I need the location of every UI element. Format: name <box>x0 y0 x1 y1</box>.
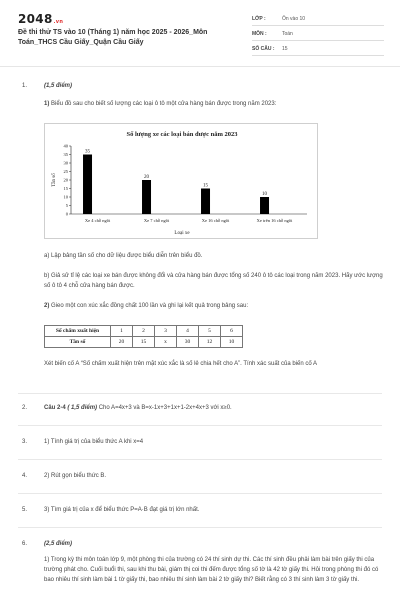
chart-y-tick-label: 30 <box>63 160 68 166</box>
q6-number: 6. <box>22 541 28 547</box>
chart-y-tick-label: 5 <box>65 203 68 209</box>
table-cell: 4 <box>177 326 199 337</box>
meta-socau-label: SỐ CÂU : <box>252 46 275 52</box>
chart-data-label: 15 <box>203 183 209 189</box>
chart-y-tick-label: 15 <box>63 186 68 192</box>
table-cell: 20 <box>111 337 133 348</box>
meta-lop-label: LỚP : <box>252 16 266 22</box>
chart-category-label: Xe 7 chỗ ngồi <box>143 218 170 223</box>
q1-part2-prefix: 2) <box>44 303 50 309</box>
brand-logo[interactable] <box>18 12 63 26</box>
chart-data-label: 20 <box>144 175 150 180</box>
page-header <box>0 0 400 62</box>
q1-part1-text: Biểu đồ sau cho biết số lượng các loại ô tô một cửa hàng bán được trong năm 2023: <box>51 101 277 107</box>
divider <box>18 425 382 426</box>
meta-row-lop <box>252 14 384 26</box>
q1-points: (1,5 điểm) <box>44 83 73 89</box>
dice-frequency-table <box>44 325 243 348</box>
table-header-faces: Số chấm xuất hiện <box>45 326 111 337</box>
document-title: Đề thi thử TS vào 10 (Tháng 1) năm học 2025 - 2026_Môn Toán_THCS Cầu Giấy_Quận Cầu Giấy <box>18 29 208 46</box>
table-cell: 5 <box>199 326 221 337</box>
chart-category-label: Xe 4 chỗ ngồi <box>84 218 111 223</box>
brand-name: 2048 <box>18 12 53 26</box>
chart-y-tick-label: 20 <box>63 177 68 183</box>
chart-category-label: Xe 16 chỗ ngồi <box>201 218 230 223</box>
meta-lop-value: Ôn vào 10 <box>282 16 306 22</box>
chart-xlabel: Loại xe <box>174 231 190 236</box>
chart-y-tick-label: 35 <box>63 152 68 158</box>
bar-chart-svg <box>45 124 319 240</box>
document-meta <box>252 14 384 59</box>
chart-category-label: Xe trên 16 chỗ ngồi <box>256 218 293 223</box>
chart-data-label: 35 <box>85 149 91 155</box>
q5-text: 3) Tìm giá trị của x để biểu thức P=A·B đạt giá trị lớn nhất. <box>44 507 200 513</box>
q2-text: Cho A=4x+3 và B=x-1x+3+1x+1-2x+4x+3 với x≥0. <box>98 405 232 411</box>
divider <box>18 459 382 460</box>
q3-text: 1) Tính giá trị của biểu thức A khi x=4 <box>44 439 144 445</box>
chart-bar <box>201 189 210 215</box>
q6-points: (2,5 điểm) <box>44 541 73 547</box>
divider <box>18 393 382 394</box>
q1-part-b: b) Giả sử tỉ lệ các loại xe bán được không đổi và cửa hàng bán được tổng số 240 ô tô các loại trong năm 2023. Hãy ước lượng số ô tô 4 chỗ cửa hàng bán được. <box>44 273 383 289</box>
table-cell: 1 <box>111 326 133 337</box>
divider <box>18 493 382 494</box>
question-list <box>0 66 400 600</box>
table-cell: 12 <box>199 337 221 348</box>
chart-y-tick-label: 40 <box>63 143 68 149</box>
q2-number: 2. <box>22 405 28 411</box>
meta-mon-value: Toán <box>282 31 293 37</box>
table-cell: 10 <box>221 337 243 348</box>
q1-part2-text: Gieo một con xúc xắc đồng chất 100 lần và ghi lại kết quả trong bảng sau: <box>51 303 249 309</box>
chart-bar <box>142 180 151 214</box>
chart-title: Số lượng xe các loại bán được năm 2023 <box>126 131 238 138</box>
q4-number: 4. <box>22 473 28 479</box>
table-cell: 2 <box>133 326 155 337</box>
table-cell: x <box>155 337 177 348</box>
chart-data-label: 10 <box>262 192 268 197</box>
meta-row-socau <box>252 44 384 56</box>
q3-number: 3. <box>22 439 28 445</box>
chart-y-tick-label: 25 <box>63 169 68 175</box>
q1-event: Xét biến cố A “Số chấm xuất hiện trên mặt xúc xắc là số lẻ chia hết cho A”. Tính xác suất của biến cố A <box>44 361 318 367</box>
q2-label: Câu 2-4 <box>44 405 66 411</box>
q1-part1 <box>44 99 384 109</box>
q1-part-a: a) Lập bảng tần số cho dữ liệu được biểu diễn trên biểu đồ. <box>44 253 203 259</box>
q2-stem <box>44 403 384 413</box>
chart-bar <box>83 155 92 215</box>
table-cell: 3 <box>155 326 177 337</box>
brand-tld: .vn <box>53 19 64 25</box>
table-row-frequency <box>45 337 243 348</box>
q4-text: 2) Rút gọn biểu thức B. <box>44 473 107 479</box>
chart-y-tick-label: 0 <box>65 211 68 217</box>
chart-y-tick-label: 10 <box>63 194 68 200</box>
chart-ylabel: Tần số <box>52 173 57 187</box>
meta-socau-value: 15 <box>282 46 288 52</box>
q1-number: 1. <box>22 83 28 89</box>
meta-mon-label: MÔN : <box>252 31 267 37</box>
q1-part1-prefix: 1) <box>44 101 50 107</box>
table-cell: 30 <box>177 337 199 348</box>
table-cell: 15 <box>133 337 155 348</box>
table-cell: 6 <box>221 326 243 337</box>
table-row-faces <box>45 326 243 337</box>
divider <box>18 527 382 528</box>
table-header-frequency: Tần số <box>45 337 111 348</box>
meta-row-mon <box>252 29 384 41</box>
bar-chart <box>44 123 318 239</box>
q1-part2 <box>44 301 384 311</box>
q2-points: ( 1,5 điểm) <box>67 405 98 411</box>
q5-number: 5. <box>22 507 28 513</box>
q6-text: 1) Trong kỳ thi môn toán lớp 9, một phòng thi của trường có 24 thí sinh dự thi. Các thí sinh đều phải làm bài trên giấy thi của trường phát cho. Cuối buổi thi, sau khi thu bài, giám thị coi thi đếm được tổng số tờ là 42 tờ giấy thi. Hỏi trong phòng thi đó có bao nhiêu thí sinh làm bài 1 tờ giấy thi, bao nhiêu thí sinh làm bài 2 tờ giấy thi? Biết rằng có 3 thí sinh làm 3 tờ giấy thi. <box>44 557 379 583</box>
chart-bar <box>260 197 269 214</box>
